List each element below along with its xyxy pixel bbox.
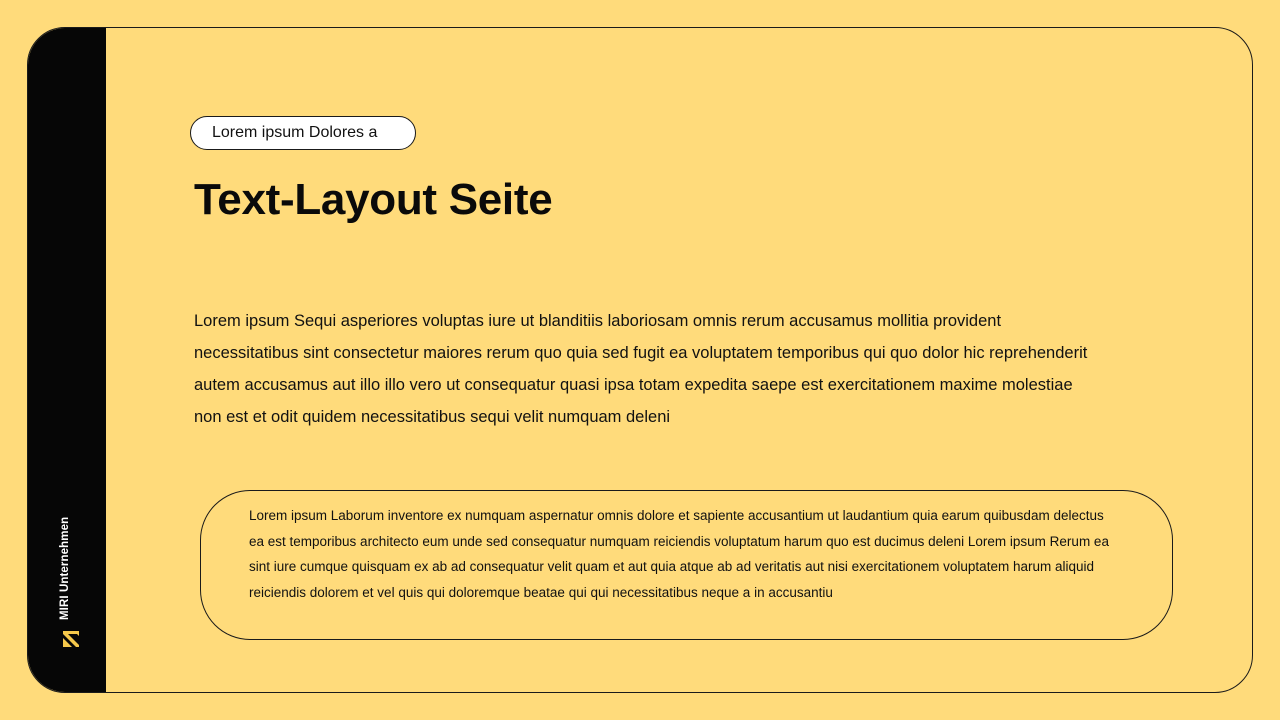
slide-frame (27, 27, 1253, 693)
body-paragraph: Lorem ipsum Sequi asperiores voluptas iure ut blanditiis laboriosam omnis rerum accusamus mollitia provident necessitatibus sint consectetur maiores rerum quo quia sed fugit ea voluptatem temporibus qui quo dolor hic reprehenderit autem accusamus aut illo illo vero ut consequatur quasi ipsa totam expedita saepe est exercitationem maxime molestiae non est et odit quidem necessitatibus sequi velit numquam deleni (194, 312, 1088, 426)
sidebar (28, 28, 106, 692)
note-box (200, 490, 1173, 640)
page-title: Text-Layout Seite (194, 175, 553, 224)
brand (59, 508, 84, 648)
tag-pill: Lorem ipsum Dolores a (190, 116, 416, 150)
note-paragraph: Lorem ipsum Laborum inventore ex numquam aspernatur omnis dolore et sapiente accusantium ut laudantium quia earum quibusdam delectus ea est temporibus architecto eum unde sed consequatur numquam reiciendis voluptatum harum quo est ducimus deleni Lorem ipsum Rerum ea sint iure cumque quisquam ex ab ad consequatur velit quam et aut quia atque ab ad veritatis aut nisi exercitationem voluptatem harum aliquid reiciendis dolorem et vel quis qui doloremque beatae qui qui necessitatibus neque a in accusantiu (249, 508, 1109, 600)
miri-logo-icon (62, 630, 80, 648)
brand-name: MIRI Unternehmen (59, 516, 71, 620)
